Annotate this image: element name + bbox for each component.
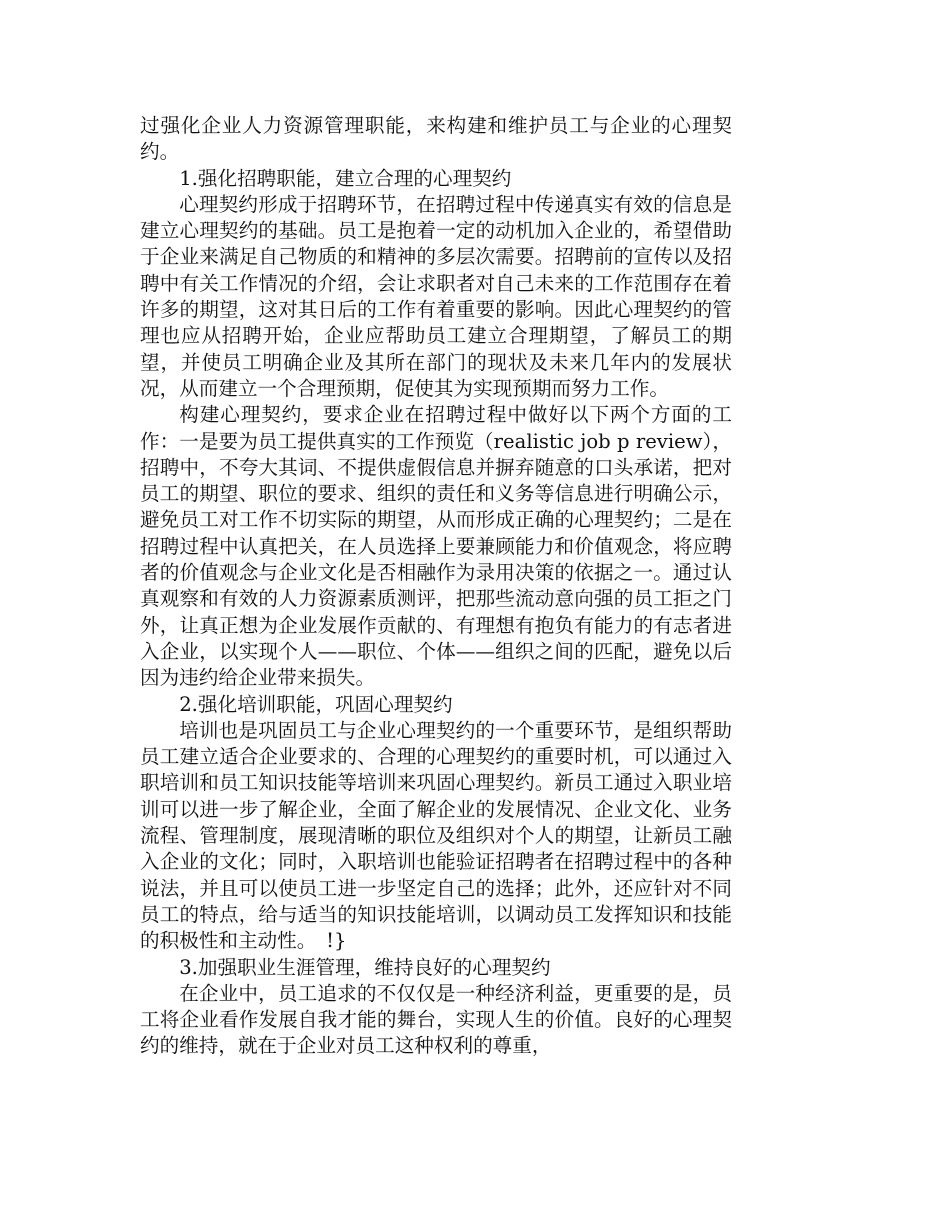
paragraph-recruitment-basis: 心理契约形成于招聘环节，在招聘过程中传递真实有效的信息是建立心理契约的基础。员工是抱着一定的动机加入企业的，希望借助于企业来满足自己物质的和精神的多层次需要。招聘前的宣传以及招聘中有关工作情况的介绍，会让求职者对自己未来的工作范围存在着许多的期望，这对其日后的工作有着重要的影响。因此心理契约的管理也应从招聘开始，企业应帮助员工建立合理期望，了解员工的期望，并使员工明确企业及其所在部门的现状及未来几年内的发展状况，从而建立一个合理预期，促使其为实现预期而努力工作。 — [140, 192, 732, 400]
paragraph-training: 培训也是巩固员工与企业心理契约的一个重要环节，是组织帮助员工建立适合企业要求的、合理的心理契约的重要时机，可以通过入职培训和员工知识技能等培训来巩固心理契约。新员工通过入职业培训可以进一步了解企业，全面了解企业的发展情况、企业文化、业务流程、管理制度，展现清晰的职位及组织对个人的期望，让新员工融入企业的文化；同时，入职培训也能验证招聘者在招聘过程中的各种说法，并且可以使员工进一步坚定自己的选择；此外，还应针对不同员工的特点，给与适当的知识技能培训，以调动员工发挥知识和技能的积极性和主动性。 !} — [140, 718, 732, 953]
paragraph-recruitment-tasks: 构建心理契约，要求企业在招聘过程中做好以下两个方面的工作：一是要为员工提供真实的工作预览（realistic job p review），招聘中，不夸大其词、不提供虚假信息并摒弃随意的口头承诺，把对员工的期望、职位的要求、组织的责任和义务等信息进行明确公示，避免员工对工作不切实际的期望，从而形成正确的心理契约；二是在招聘过程中认真把关，在人员选择上要兼顾能力和价值观念，将应聘者的价值观念与企业文化是否相融作为录用决策的依据之一。通过认真观察和有效的人力资源素质测评，把那些流动意向强的员工拒之门外，让真正想为企业发展作贡献的、有理想有抱负有能力的有志者进入企业，以实现个人——职位、个体——组织之间的匹配，避免以后因为违约给企业带来损失。 — [140, 403, 732, 690]
paragraph-career: 在企业中，员工追求的不仅仅是一种经济利益，更重要的是，员工将企业看作发展自我才能的舞台，实现人生的价值。良好的心理契约的维持，就在于企业对员工这种权利的尊重， — [140, 981, 732, 1058]
paragraph-continuation: 过强化企业人力资源管理职能，来构建和维护员工与企业的心理契约。 — [140, 114, 732, 164]
section-heading-career: 3.加强职业生涯管理，维持良好的心理契约 — [179, 955, 551, 979]
section-heading-recruitment: 1.强化招聘职能，建立合理的心理契约 — [179, 166, 512, 190]
section-heading-training: 2.强化培训职能，巩固心理契约 — [179, 692, 453, 716]
document-body — [140, 113, 732, 1060]
